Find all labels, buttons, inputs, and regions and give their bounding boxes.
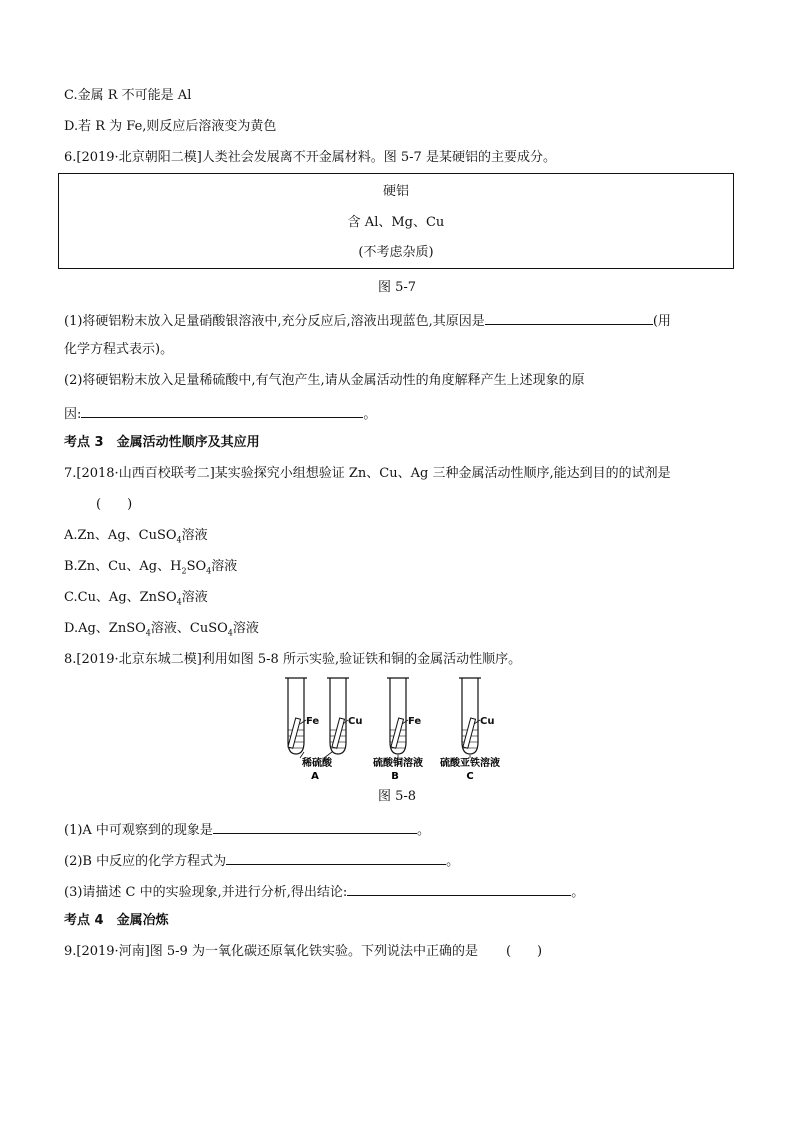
answer-blank-8-1[interactable] [213,819,417,834]
tube-label-b: B [391,771,399,782]
tube-label-a: A [311,771,319,782]
option-7c: C.Cu、Ag、ZnSO$_4$溶液 [64,590,208,607]
label-cu-a: Cu [348,716,363,727]
question-8-3: (3)请描述 C 中的实验现象,并进行分析,得出结论: 。 [64,881,584,902]
solution-c-label: 硫酸亚铁溶液 [440,758,500,769]
option-7d: D.Ag、ZnSO$_4$溶液、CuSO$_4$溶液 [64,621,259,638]
tube-label-c: C [466,771,474,782]
solution-a-label: 稀硫酸 [302,758,332,769]
option-7b: B.Zn、Cu、Ag、$H_2SO_4$溶液 [64,559,238,576]
option-5d: D.若 R 为 Fe,则反应后溶液变为黄色 [64,119,277,134]
label-cu-c: Cu [480,716,495,727]
label-fe-b: Fe [408,716,422,727]
question-6: 6.[2019·北京朝阳二模]人类社会发展离不开金属材料。图 5-7 是某硬铝的主要成分。 [64,150,556,165]
section-4-heading: 考点 4 金属冶炼 [64,913,169,928]
question-6-1-cont: 化学方程式表示)。 [64,342,174,357]
question-8-2: (2)B 中反应的化学方程式为 。 [64,850,459,871]
option-7a: A.Zn、Ag、CuSO$_4$溶液 [64,528,208,545]
composition-box [58,173,734,269]
answer-blank-8-2[interactable] [226,850,446,865]
figure-5-7-caption: 图 5-7 [377,280,417,295]
solution-b-label: 硫酸铜溶液 [373,758,423,769]
answer-blank-8-3[interactable] [347,881,571,896]
question-6-2: (2)将硬铝粉末放入足量稀硫酸中,有气泡产生,请从金属活动性的角度解释产生上述现象的原 [64,373,585,388]
box-content: 含 Al、Mg、Cu [347,215,445,230]
box-title: 硬铝 [382,184,409,199]
question-8: 8.[2019·北京东城二模]利用如图 5-8 所示实验,验证铁和铜的金属活动性顺序。 [64,652,522,667]
question-9: 9.[2019·河南]图 5-9 为一氧化碳还原氧化铁实验。下列说法中正确的是 ( ) [64,944,543,959]
question-9-bracket: ( ) [505,944,543,959]
answer-blank-6-2[interactable] [81,403,363,418]
question-8-1: (1)A 中可观察到的现象是 。 [64,819,430,840]
question-6-1: (1)将硬铝粉末放入足量硝酸银溶液中,充分反应后,溶液出现蓝色,其原因是 (用 [64,310,671,331]
section-3-heading: 考点 3 金属活动性顺序及其应用 [64,435,260,450]
figure-5-8-test-tubes [280,672,520,784]
question-6-2-cont: 因: 。 [64,403,376,424]
question-7: 7.[2018·山西百校联考二]某实验探究小组想验证 Zn、Cu、Ag 三种金属活动性顺序,能达到目的的试剂是 [64,466,671,481]
label-fe-a: Fe [306,716,320,727]
question-7-bracket: ( ) [96,497,133,512]
option-5c: C.金属 R 不可能是 Al [64,88,192,103]
answer-blank-6-1[interactable] [485,310,653,325]
figure-5-8-caption: 图 5-8 [377,789,417,804]
box-note: (不考虑杂质) [358,245,434,260]
